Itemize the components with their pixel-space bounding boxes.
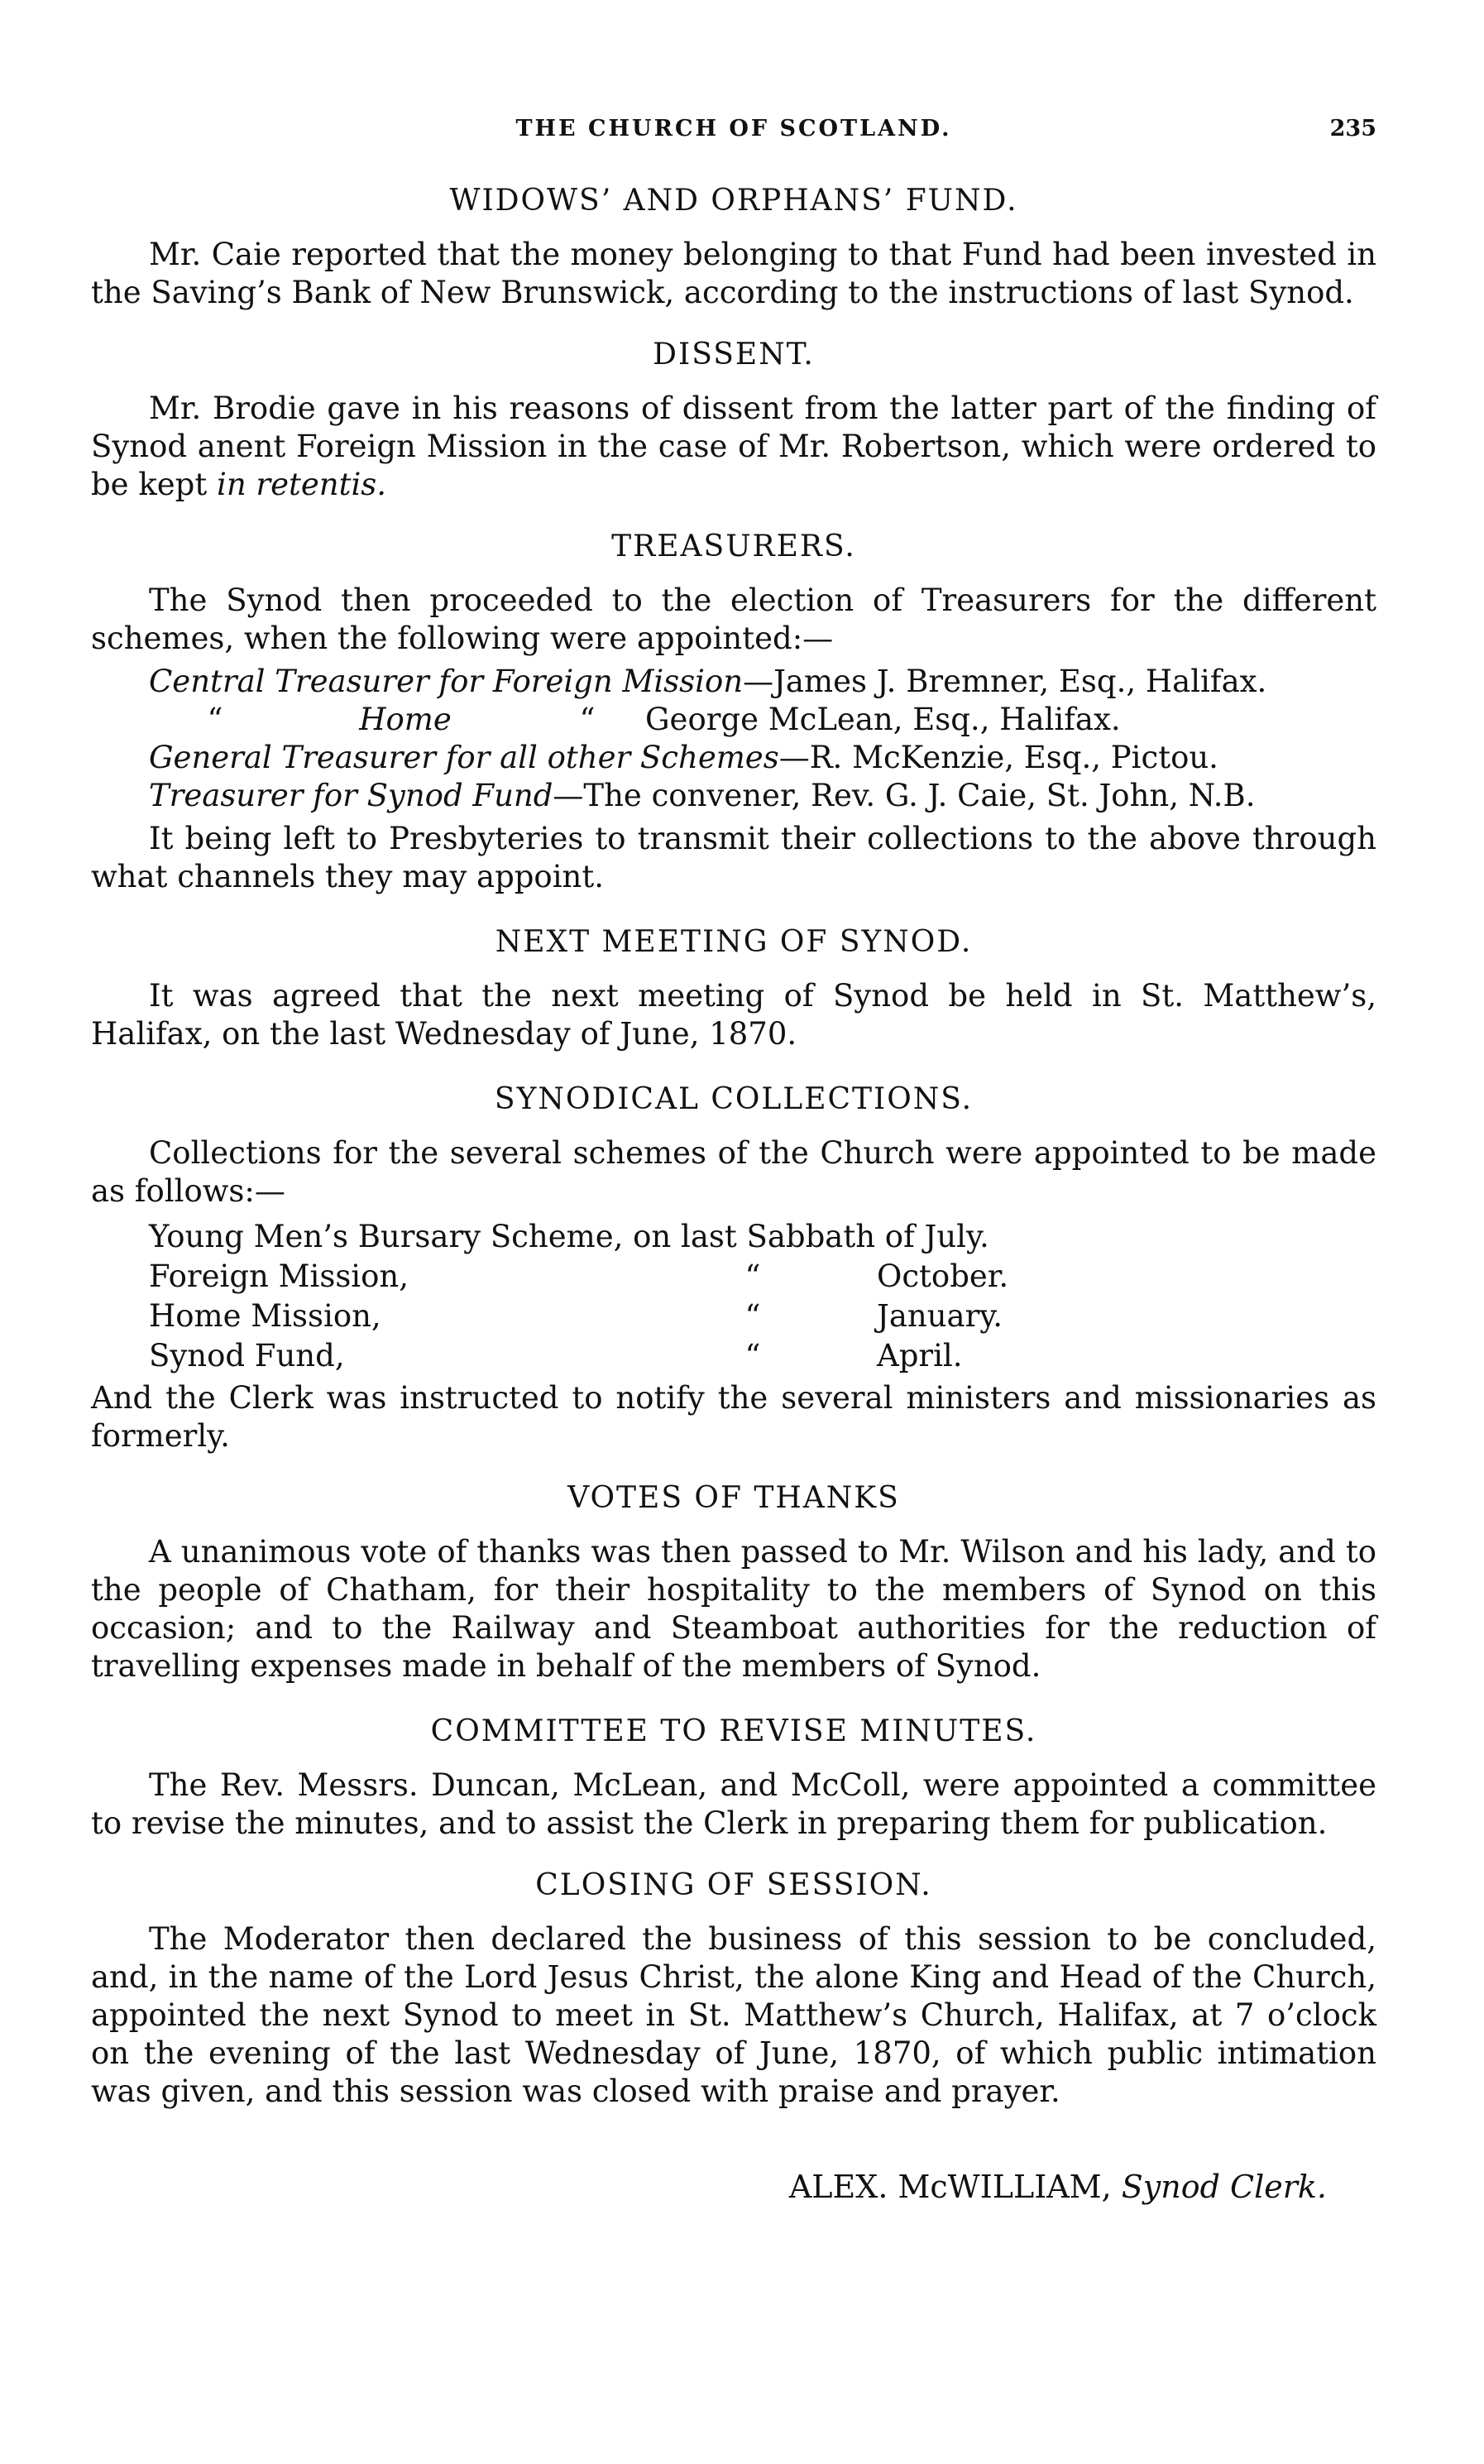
running-title: THE CHURCH OF SCOTLAND. xyxy=(515,116,952,141)
ditto-mark: “ xyxy=(579,702,596,737)
collection-row xyxy=(149,1297,1376,1336)
paragraph-committee: The Rev. Messrs. Duncan, McLean, and McColl, were appointed a committee to revise the minutes, and to assist the Clerk in preparing them for publication. xyxy=(91,1767,1376,1841)
treasurer-person: —James J. Bremner, Esq., Halifax. xyxy=(743,664,1267,699)
dissent-italic: in retentis. xyxy=(216,467,387,502)
heading-widows-fund: WIDOWS’ AND ORPHANS’ FUND. xyxy=(449,184,1018,218)
collection-scheme: Synod Fund, xyxy=(149,1338,345,1373)
paragraph-widows-fund: Mr. Caie reported that the money belonging to that Fund had been invested in the Saving’s Bank of New Brunswick, according to the instructions of last Synod. xyxy=(91,237,1376,310)
treasurer-position: General Treasurer for all other Schemes xyxy=(149,740,779,775)
paragraph-votes: A unanimous vote of thanks was then passed to Mr. Wilson and his lady, and to the people of Chatham, for their hospitality to the members of Synod on this occasion; and to the Railway and Steamboat authorities for the reduction of travelling expenses made in behalf of the members of Synod. xyxy=(91,1534,1376,1684)
treasurer-person: —The convener, Rev. G. J. Caie, St. John, N.B. xyxy=(553,778,1256,813)
paragraph-treasurers-intro: The Synod then proceeded to the election of Treasurers for the different schemes, when the following were appointed:— xyxy=(91,582,1376,656)
collection-month: October. xyxy=(877,1258,1009,1294)
treasurer-position: Home xyxy=(359,702,452,737)
heading-committee: COMMITTEE TO REVISE MINUTES. xyxy=(430,1714,1037,1748)
heading-closing-session: CLOSING OF SESSION. xyxy=(535,1868,932,1902)
ditto-mark: “ xyxy=(744,1338,761,1373)
running-head xyxy=(91,116,1376,141)
collection-scheme: Young Men’s Bursary Scheme, on last Sabbath of July. xyxy=(149,1219,989,1254)
treasurer-position: Central Treasurer for Foreign Mission xyxy=(149,664,744,699)
heading-dissent: DISSENT. xyxy=(653,338,815,372)
treasurers-list xyxy=(149,663,1376,815)
treasurer-row xyxy=(149,701,1376,739)
signature xyxy=(91,2169,1376,2205)
collections-list xyxy=(149,1217,1376,1376)
ditto-mark: “ xyxy=(207,702,223,737)
treasurer-row xyxy=(149,663,1376,701)
collection-row xyxy=(149,1257,1376,1297)
ditto-mark: “ xyxy=(744,1258,761,1294)
treasurer-row xyxy=(149,739,1376,777)
paragraph-next-meeting: It was agreed that the next meeting of Synod be held in St. Matthew’s, Halifax, on the last Wednesday of June, 1870. xyxy=(91,978,1376,1052)
collection-row xyxy=(149,1217,1376,1257)
dissent-text: Mr. Brodie gave in his reasons of dissent from the latter part of the finding of Synod anent Foreign Mission in the case of Mr. Robertson, which were ordered to be kept xyxy=(91,391,1376,502)
collection-month: April. xyxy=(877,1338,963,1373)
paragraph-collections-intro: Collections for the several schemes of the Church were appointed to be made as follows:— xyxy=(91,1135,1376,1209)
treasurer-person: George McLean, Esq., Halifax. xyxy=(645,702,1121,737)
signature-role: Synod Clerk. xyxy=(1121,2169,1327,2205)
collection-scheme: Foreign Mission, xyxy=(149,1258,409,1294)
page-number: 235 xyxy=(1329,116,1376,141)
heading-treasurers: TREASURERS. xyxy=(611,530,856,563)
ditto-mark: “ xyxy=(744,1298,761,1334)
paragraph-dissent xyxy=(91,390,1376,504)
heading-votes: VOTES OF THANKS xyxy=(567,1481,900,1515)
treasurer-position: Treasurer for Synod Fund xyxy=(149,778,553,813)
paragraph-treasurers-closing: It being left to Presbyteries to transmit their collections to the above through what channels they may appoint. xyxy=(91,821,1376,894)
paragraph-closing-session: The Moderator then declared the business of this session to be concluded, and, in the name of the Lord Jesus Christ, the alone King and Head of the Church, appointed the next Synod to meet in St. Matthew’s Church, Halifax, at 7 o’clock on the evening of the last Wednesday of June, 1870, of which public intimation was given, and this session was closed with praise and prayer. xyxy=(91,1921,1376,2109)
paragraph-collections-closing: And the Clerk was instructed to notify the several ministers and missionaries as formerly. xyxy=(91,1380,1376,1454)
collection-month: January. xyxy=(877,1298,1003,1334)
treasurer-row xyxy=(149,777,1376,815)
collection-row xyxy=(149,1336,1376,1376)
treasurer-person: —R. McKenzie, Esq., Pictou. xyxy=(778,740,1218,775)
signature-name: ALEX. McWILLIAM, xyxy=(788,2169,1112,2205)
collection-scheme: Home Mission, xyxy=(149,1298,381,1334)
heading-next-meeting: NEXT MEETING OF SYNOD. xyxy=(495,925,973,959)
heading-collections: SYNODICAL COLLECTIONS. xyxy=(494,1082,974,1116)
